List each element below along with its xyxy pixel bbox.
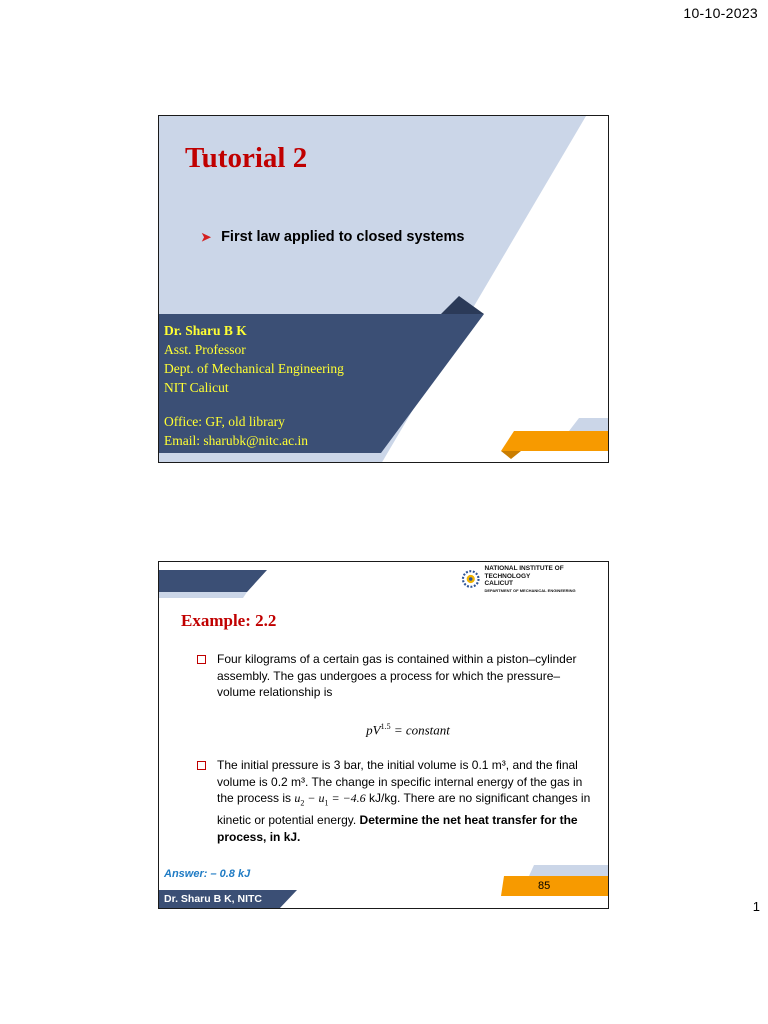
example-heading: Example: 2.2 — [181, 611, 277, 630]
problem-statement — [197, 651, 597, 845]
author-institute: NIT Calicut — [164, 380, 229, 395]
page-number: 1 — [752, 899, 760, 914]
example-slide — [158, 561, 609, 909]
title-slide — [158, 115, 609, 463]
internal-energy-expression: $u_2 - u_1 = -4.6$ — [294, 791, 366, 808]
logo-line-3: DEPARTMENT OF MECHANICAL ENGINEERING — [484, 587, 576, 593]
author-designation: Asst. Professor — [164, 342, 246, 357]
author-block — [164, 321, 344, 450]
problem-question: Determine the net heat transfer for the process, in kJ. — [217, 813, 578, 844]
problem-paragraph-2: The initial pressure is 3 bar, the initial volume is 0.1 m³, and the final volume is 0.2 m³. The change in specific internal energy of the gas in the process is $u_2 - u_1 = -4.6$ kJ/kg. There are no significant changes in kinetic or potential energy. Determine the net heat transfer for the process, in kJ. — [197, 757, 597, 845]
square-bullet-icon — [197, 655, 206, 664]
nit-calicut-logo — [461, 565, 608, 594]
logo-line-1: NATIONAL INSTITUTE OF TECHNOLOGY — [484, 565, 564, 580]
bullet-item — [201, 229, 464, 245]
pressure-volume-formula: $pV^{1.5}$ = constant — [366, 721, 450, 737]
author-department: Dept. of Mechanical Engineering — [164, 361, 344, 376]
problem-paragraph-1: Four kilograms of a certain gas is contained within a piston–cylinder assembly. The gas undergoes a process for which the pressure–volume relationship is — [197, 651, 597, 701]
bullet-text: First law applied to closed systems — [221, 229, 465, 245]
slide-title: Tutorial 2 — [185, 142, 308, 174]
logo-line-2: CALICUT — [484, 580, 513, 587]
square-bullet-icon — [197, 761, 206, 770]
arrow-bullet-icon: ➤ — [201, 230, 212, 244]
page-date: 10-10-2023 — [683, 5, 758, 21]
author-name: Dr. Sharu B K — [164, 323, 247, 338]
footer-author: Dr. Sharu B K, NITC — [164, 893, 263, 905]
slide-number: 85 — [538, 880, 551, 892]
institute-emblem-icon — [461, 569, 480, 589]
author-office: Office: GF, old library — [164, 414, 285, 429]
answer-text: Answer: – 0.8 kJ — [164, 868, 251, 880]
author-email: Email: sharubk@nitc.ac.in — [164, 433, 309, 448]
